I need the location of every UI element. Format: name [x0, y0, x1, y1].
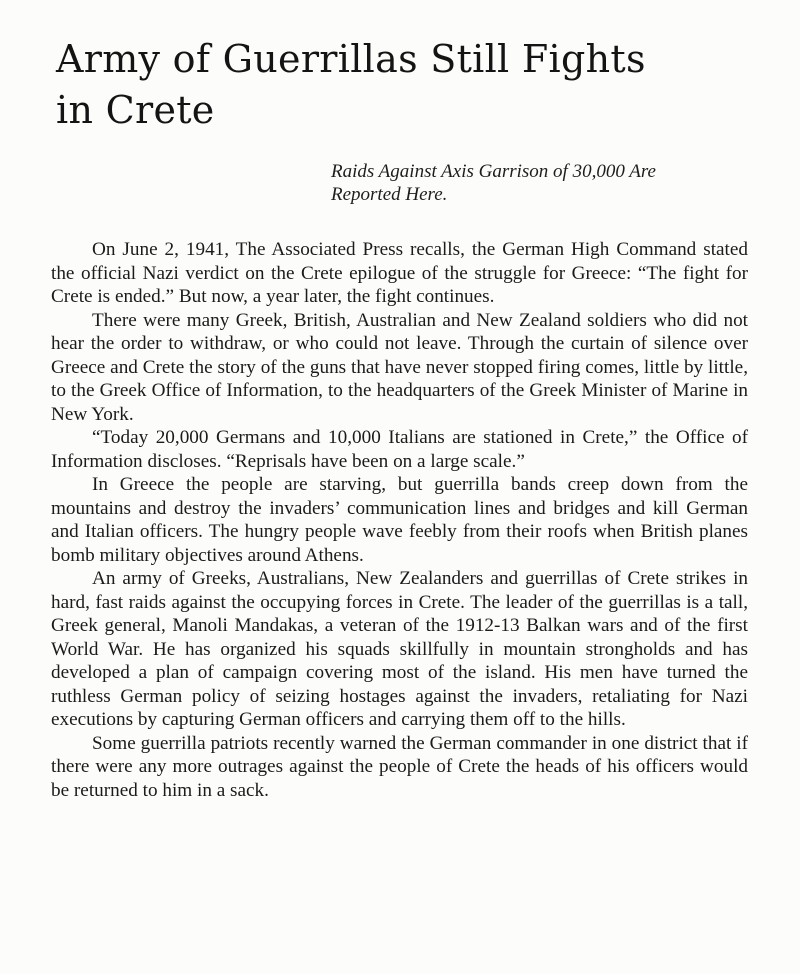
paragraph: On June 2, 1941, The Associated Press recalls, the German High Command stated the official Nazi verdict on the Crete epilogue of the struggle for Greece: “The fight for Crete is ended.” But now, a year later, the fight continues.: [51, 239, 748, 307]
article-title: Army of Guerrillas Still Fights in Crete: [56, 37, 646, 132]
article-subtitle: Raids Against Axis Garrison of 30,000 Are Reported Here.: [331, 161, 656, 205]
paragraph: An army of Greeks, Australians, New Zealanders and guerrillas of Crete strikes in hard, fast raids against the occupying forces in Crete. The leader of the guerrillas is a tall, Greek general, Manoli Mandakas, a veteran of the 1912-13 Balkan wars and of the first World War. He has organized his squads skillfully in mountain strongholds and has developed a plan of campaign covering most of the island. His men have turned the ruthless German policy of seizing hostages against the invaders, retaliating for Nazi executions by capturing German officers and carrying them off to the hills.: [51, 568, 748, 730]
paragraph: “Today 20,000 Germans and 10,000 Italians are stationed in Crete,” the Office of Information discloses. “Reprisals have been on a large scale.”: [51, 427, 748, 472]
paragraph: In Greece the people are starving, but guerrilla bands creep down from the mountains and destroy the invaders’ communication lines and bridges and kill German and Italian officers. The hungry people wave feebly from their roofs when British planes bomb military objectives around Athens.: [51, 474, 748, 566]
article-body: [51, 238, 748, 802]
paragraph: There were many Greek, British, Australian and New Zealand soldiers who did not hear the order to withdraw, or who could not leave. Through the curtain of silence over Greece and Crete the story of the guns that have never stopped firing comes, little by little, to the Greek Office of Information, to the headquarters of the Greek Minister of Marine in New York.: [51, 309, 748, 425]
paragraph: Some guerrilla patriots recently warned the German commander in one district that if there were any more outrages against the people of Crete the heads of his officers would be returned to him in a sack.: [51, 732, 748, 801]
